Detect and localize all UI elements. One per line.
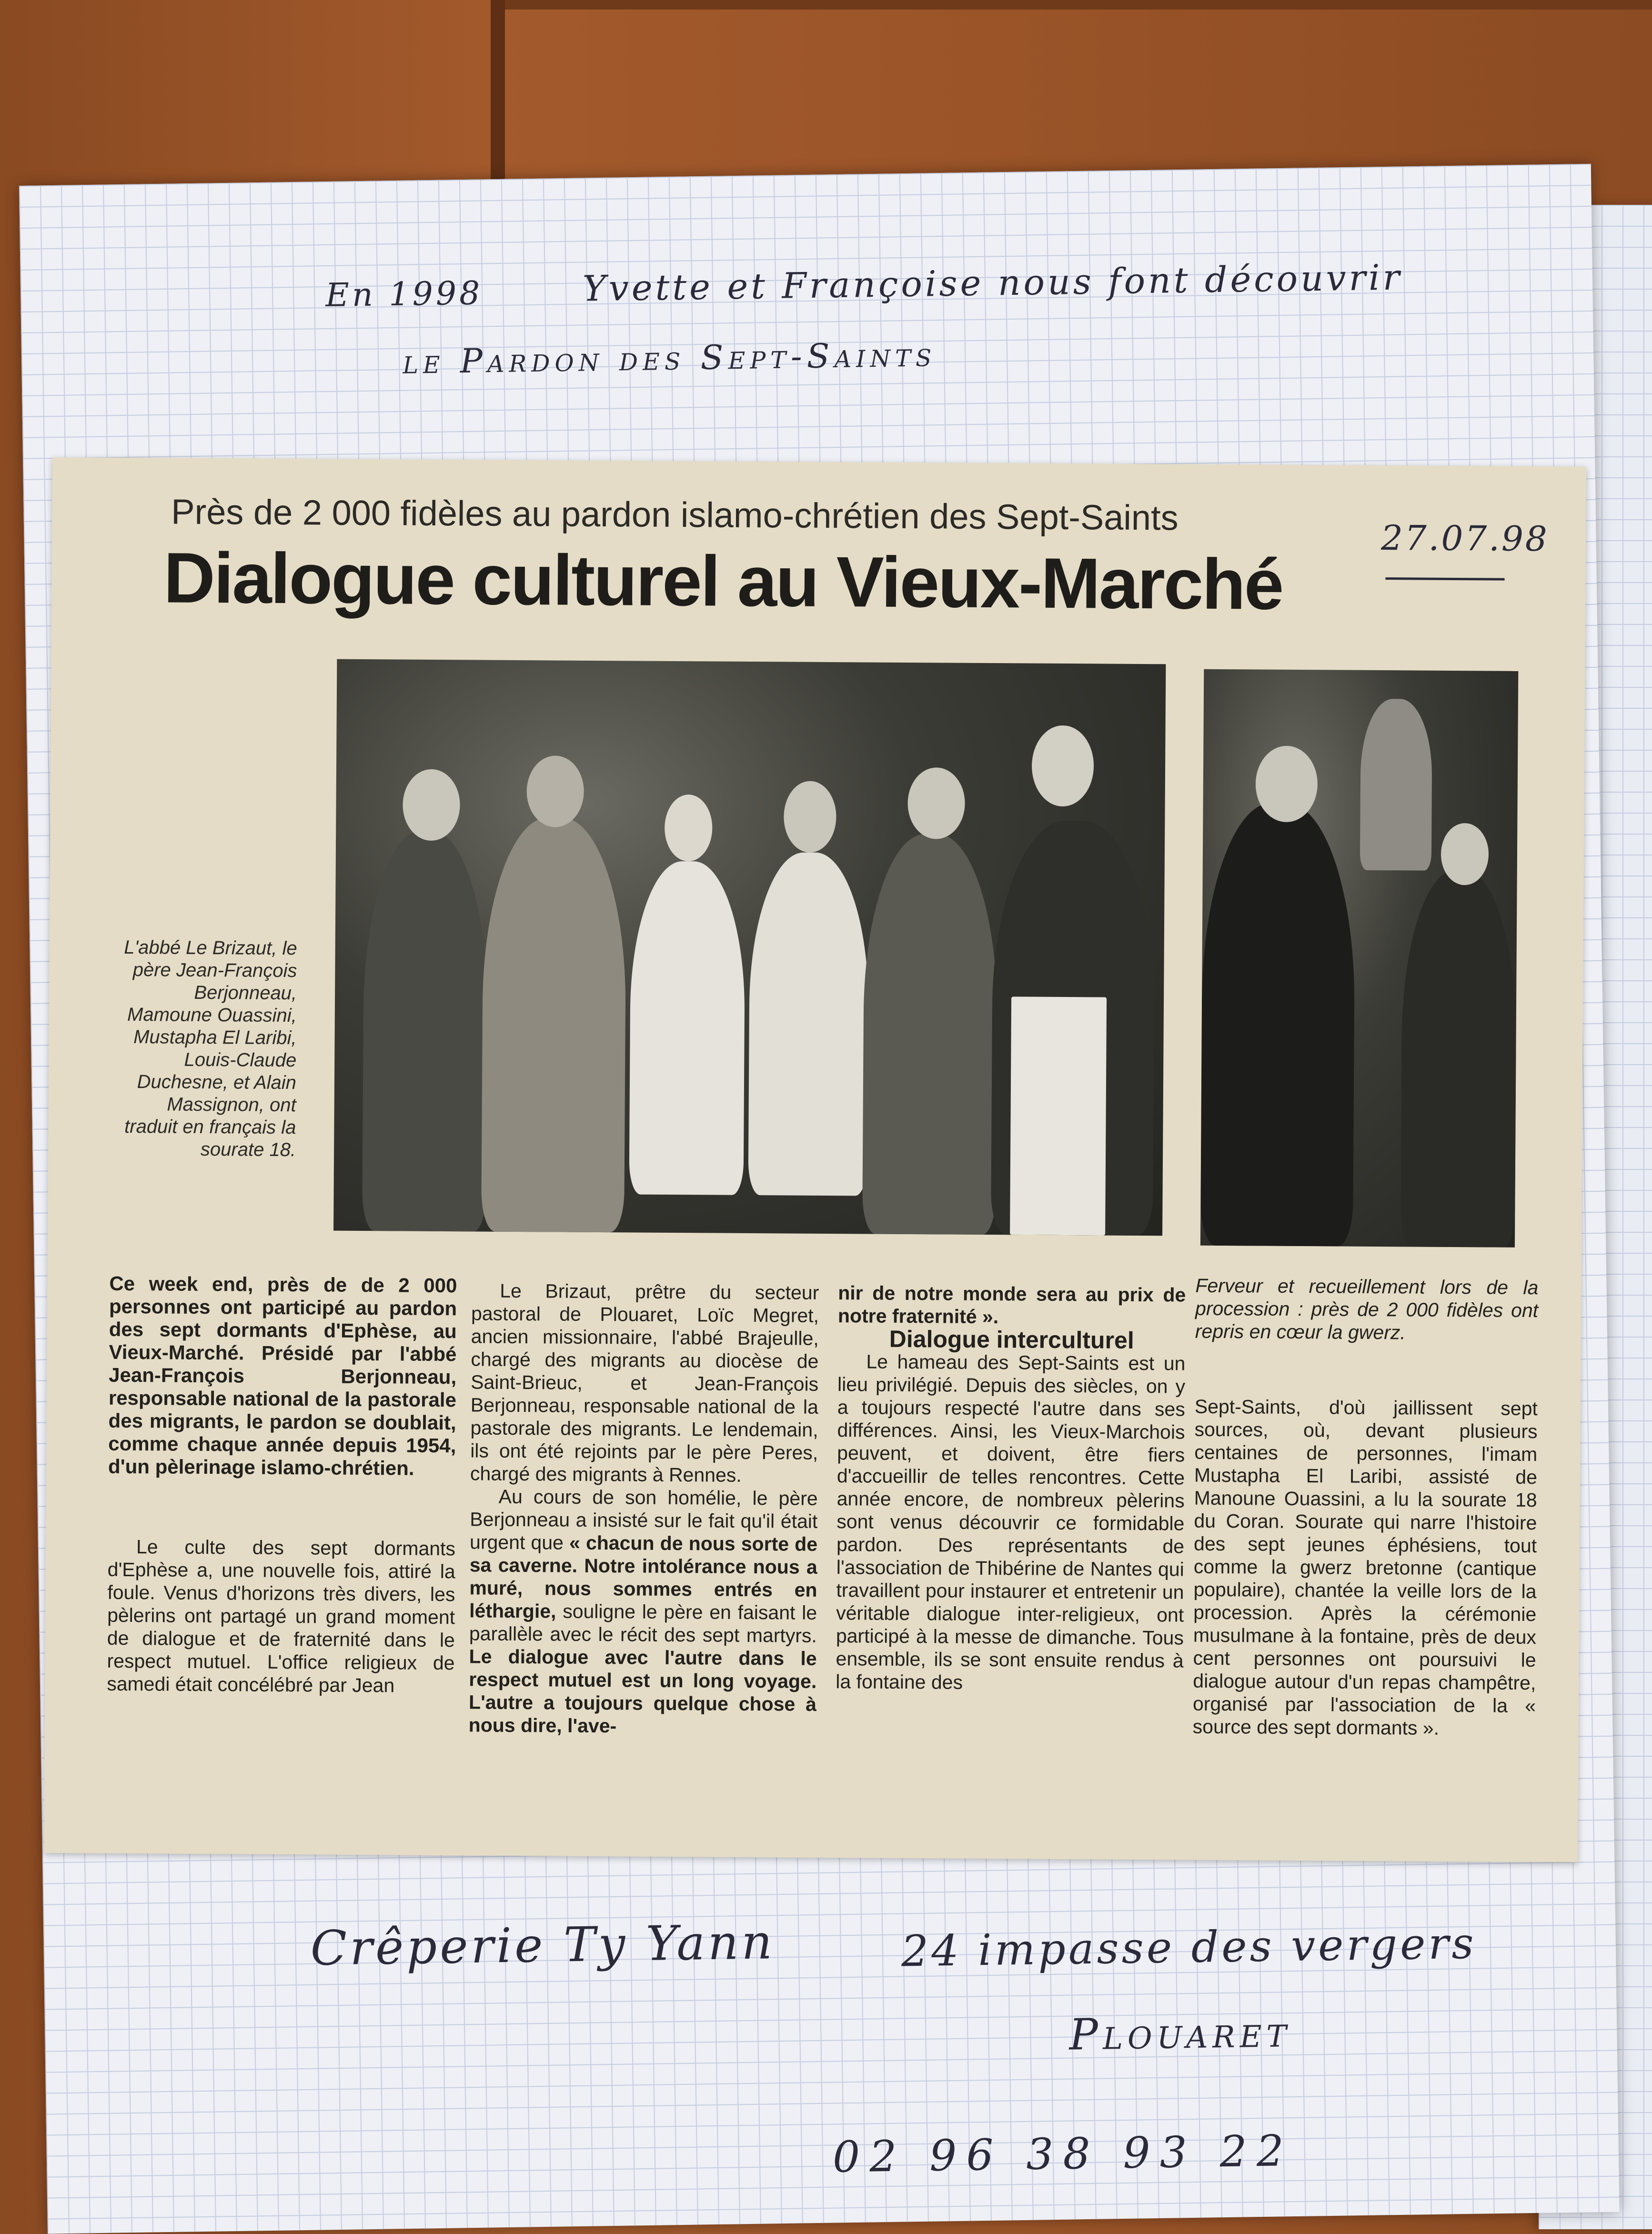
handwritten-phone: 02 96 38 93 22: [832, 2126, 1294, 2183]
article-col2-quote1: « chacun de nous sorte de sa caverne. Notre intolérance nous a muré, nous sommes entrés en léthargie,: [469, 1531, 818, 1622]
photo-caption-right: Ferveur et recueillement lors de la procession : près de 2 000 fidèles ont repris en cœur la gwerz.: [1195, 1274, 1539, 1344]
photo-figure: [481, 817, 626, 1233]
photo-head: [784, 781, 836, 853]
date-underline: [1385, 577, 1504, 581]
newspaper-clipping: [44, 457, 1586, 1862]
photo-head: [665, 795, 713, 862]
handwritten-pardon-title: le Pardon des Sept-Saints: [402, 335, 937, 382]
photo-head: [1441, 823, 1489, 886]
photo-procession: [1200, 669, 1518, 1248]
article-lead: Ce week end, près de de 2 000 personnes ont participé au pardon des sept dormants d'Ephèse, au Vieux-Marché. Présidé par l'abbé Jean-François Berjonneau, responsable national de la pastorale des migrants, le pardon se doublait, comme chaque année depuis 1954, d'un pèlerinage islamo-chrétien.: [108, 1272, 457, 1479]
photo-statue: [1360, 699, 1432, 871]
photo-figure: [748, 852, 869, 1196]
photo-head: [403, 769, 460, 841]
article-column-4: [1193, 1274, 1539, 1740]
article-kicker: Près de 2 000 fidèles au pardon islamo-chrétien des Sept-Saints: [171, 492, 1179, 538]
photo-dignitaries: [333, 659, 1166, 1236]
photo-head: [1032, 725, 1094, 807]
handwritten-date: 27.07.98: [1380, 518, 1549, 559]
handwritten-restaurant: Crêperie Ty Yann: [310, 1914, 776, 1976]
article-column-2: [469, 1279, 819, 1738]
handwritten-street: 24 impasse des vergers: [901, 1918, 1477, 1977]
handwritten-year: En 1998: [325, 274, 483, 315]
photo-figure: [1200, 803, 1356, 1247]
article-column-3: [836, 1281, 1186, 1695]
photo-figure: [362, 831, 488, 1232]
article-col2-p2-mid: souligne le père en faisant le parallèle avec le récit des sept martyrs.: [469, 1600, 817, 1647]
article-col1-body: Le culte des sept dormants d'Ephèse a, une nouvelle fois, attiré la foule. Venus d'horizons très divers, les pèlerins ont partagé un grand moment de dialogue et de fraternité dans le respect mutuel. L'office religieux de samedi était concélébré par Jean: [107, 1536, 456, 1697]
photo-figure: [1010, 996, 1107, 1235]
photo-head: [907, 767, 965, 839]
photo-head: [1255, 745, 1318, 822]
table-plank-seam-vertical: [491, 0, 505, 186]
article-col4-body: Sept-Saints, d'où jaillissent sept sources, où, devant plusieurs centaines de personnes, l'imam Mustapha El Laribi, assisté de Manoune Ouassini, a lu la sourate 18 du Coran. Sourate qui narre l'histoire des sept jeunes éphésiens, tout comme la gwerz bretonne (cantique populaire), chantée la veille lors de la procession. Après la cérémonie musulmane à la fontaine, près de deux cent personnes ont poursuivi le dialogue autour d'un repas champêtre, organisé par l'association de la « source des sept dormants ».: [1192, 1395, 1538, 1739]
article-column-1: [107, 1272, 457, 1697]
article-col2-quote2: Le dialogue avec l'autre dans le respect mutuel est un long voyage. L'autre a toujours quelque chose à nous dire, l'ave-: [468, 1645, 817, 1737]
article-headline: Dialogue culturel au Vieux-Marché: [163, 537, 1283, 624]
photo-figure: [629, 861, 745, 1195]
article-col2-p2: [469, 1485, 818, 1738]
photo-figure: [862, 834, 998, 1235]
photo-figure: [1400, 870, 1517, 1247]
table-plank-seam-horizontal: [505, 0, 1652, 10]
handwritten-intro: Yvette et Françoise nous font découvrir: [582, 257, 1403, 310]
article-col3-quote-text: nir de notre monde sera au prix de notre fraternité ».: [837, 1282, 1186, 1328]
handwritten-town: Plouaret: [1068, 2007, 1292, 2060]
photo-head: [526, 755, 584, 827]
article-col3-body: Le hameau des Sept-Saints est un lieu privilégié. Depuis des siècles, on y a toujours respecté l'autre dans ses différences. Ainsi, les Vieux-Marchois peuvent, et doivent, être fiers d'accueillir de telles rencontres. Cette année encore, de nombreux pèlerins sont venus découvrir ce formidable pardon. Des représentants de l'association de Thibérine de Nantes qui travaillent pour instaurer et entretenir un véritable dialogue inter-religieux, ont participé à la messe de dimanche. Tous ensemble, ils se sont ensuite rendus à la fontaine des: [836, 1350, 1186, 1693]
article-col3-quote: [838, 1281, 1186, 1329]
article-subhead: Dialogue interculturel: [889, 1325, 1134, 1354]
article-col2-p2-start: Au cours de son homélie, le père Berjonneau a insisté sur le fait qu'il était urgent que: [469, 1485, 818, 1554]
photo-caption-left: L'abbé Le Brizaut, le père Jean-François Berjonneau, Mamoune Ouassini, Mustapha El Laribi, Louis-Claude Duchesne, et Alain Massignon, ont traduit en français la sourate 18.: [124, 936, 297, 1161]
article-col2-p1: Le Brizaut, prêtre du secteur pastoral de Plouaret, Loïc Megret, ancien missionnaire, l'abbé Brajeulle, chargé des migrants au diocèse de Saint-Brieuc, et Jean-François Berjonneau, responsable national de la pastorale des migrants. Le lendemain, ils ont été rejoints par le père Peres, chargé des migrants à Rennes.: [470, 1279, 819, 1486]
